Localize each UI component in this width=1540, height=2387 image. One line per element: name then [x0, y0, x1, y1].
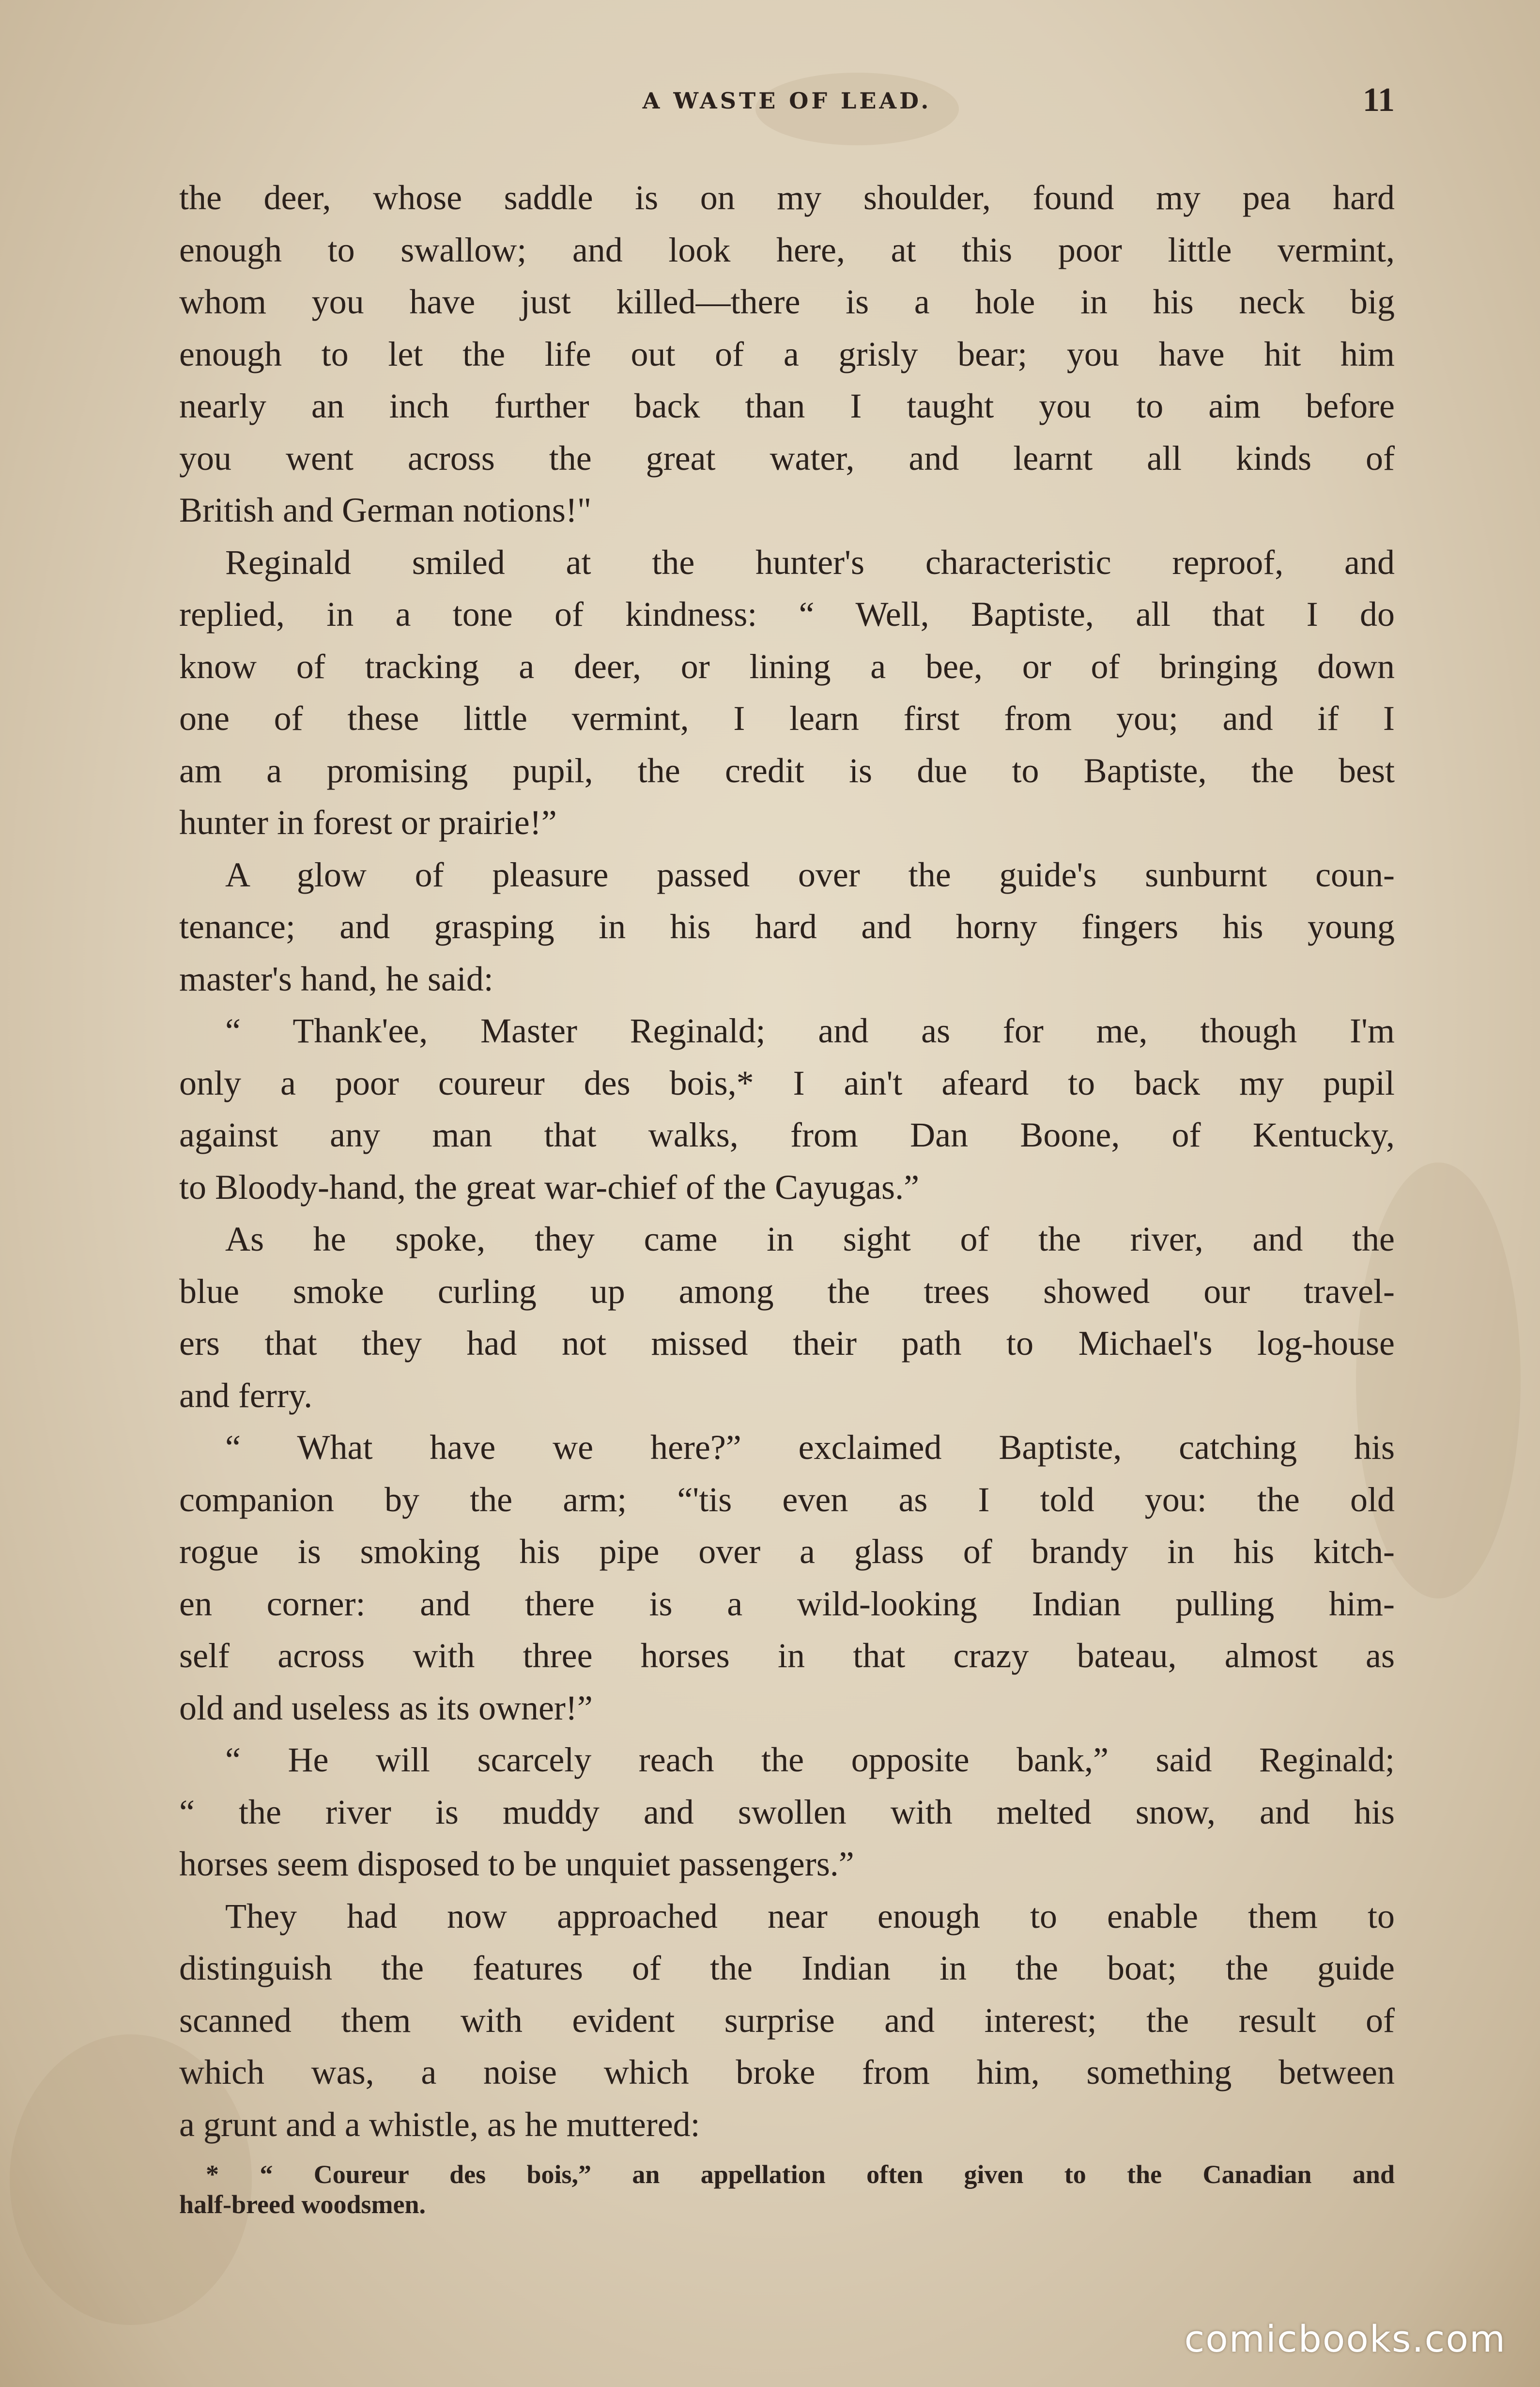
- text-line: “ He will scarcely reach the opposite bank,” said Reginald;: [225, 1740, 1395, 1779]
- text-line: A glow of pleasure passed over the guide's sunburnt coun-: [225, 855, 1395, 894]
- text-line: enough to swallow; and look here, at this poor little vermint,: [179, 230, 1395, 269]
- text-line: know of tracking a deer, or lining a bee, or of bringing down: [179, 647, 1395, 686]
- text-line: against any man that walks, from Dan Boone, of Kentucky,: [179, 1116, 1395, 1154]
- text-line: only a poor coureur des bois,* I ain't afeard to back my pupil: [179, 1063, 1395, 1102]
- footnote: [179, 2159, 1395, 2219]
- text-line: distinguish the features of the Indian in the boat; the guide: [179, 1949, 1395, 1987]
- watermark: comicbooks.com: [1184, 2317, 1506, 2360]
- text-line: master's hand, he said:: [179, 959, 493, 998]
- text-line: you went across the great water, and learnt all kinds of: [179, 438, 1395, 478]
- page-number: 11: [1362, 81, 1395, 119]
- text-line: which was, a noise which broke from him, something between: [179, 2053, 1395, 2092]
- text-line: nearly an inch further back than I taught you to aim before: [179, 387, 1395, 425]
- text-line: tenance; and grasping in his hard and horny fingers his young: [179, 907, 1395, 946]
- running-head: [179, 81, 1395, 135]
- footnote-line: half-breed woodsmen.: [179, 2190, 426, 2219]
- text-line: scanned them with evident surprise and interest; the result of: [179, 2000, 1395, 2040]
- text-line: a grunt and a whistle, as he muttered:: [179, 2105, 700, 2144]
- text-line: “ Thank'ee, Master Reginald; and as for me, though I'm: [225, 1011, 1395, 1050]
- text-line: en corner: and there is a wild-looking Indian pulling him-: [179, 1584, 1395, 1623]
- text-line: “ What have we here?” exclaimed Baptiste, catching his: [225, 1428, 1395, 1467]
- text-line: to Bloody-hand, the great war-chief of the Cayugas.”: [179, 1167, 920, 1207]
- text-line: “ the river is muddy and swollen with melted snow, and his: [179, 1792, 1395, 1831]
- text-line: hunter in forest or prairie!”: [179, 803, 557, 842]
- text-line: self across with three horses in that crazy bateau, almost as: [179, 1636, 1395, 1675]
- text-line: blue smoke curling up among the trees showed our travel-: [179, 1271, 1395, 1311]
- text-line: enough to let the life out of a grisly bear; you have hit him: [179, 334, 1395, 373]
- footnote-line: * “ Coureur des bois,” an appellation often given to the Canadian and: [206, 2160, 1395, 2189]
- text-line: whom you have just killed—there is a hole in his neck big: [179, 282, 1395, 321]
- text-line: replied, in a tone of kindness: “ Well, Baptiste, all that I do: [179, 595, 1395, 634]
- text-line: They had now approached near enough to enable them to: [225, 1896, 1395, 1936]
- text-line: As he spoke, they came in sight of the river, and the: [225, 1220, 1395, 1258]
- text-line: the deer, whose saddle is on my shoulder, found my pea hard: [179, 178, 1395, 217]
- text-line: old and useless as its owner!”: [179, 1688, 593, 1727]
- text-line: British and German notions!": [179, 491, 592, 529]
- text-line: Reginald smiled at the hunter's characteristic reproof, and: [225, 542, 1395, 582]
- body-text: [179, 172, 1395, 2151]
- text-line: companion by the arm; “'tis even as I told you: the old: [179, 1480, 1395, 1519]
- running-title: A WASTE OF LEAD.: [642, 88, 932, 114]
- text-line: am a promising pupil, the credit is due to Baptiste, the best: [179, 751, 1395, 790]
- text-line: horses seem disposed to be unquiet passengers.”: [179, 1844, 854, 1883]
- text-line: one of these little vermint, I learn first from you; and if I: [179, 699, 1395, 738]
- text-line: rogue is smoking his pipe over a glass of brandy in his kitch-: [179, 1532, 1395, 1571]
- text-line: ers that they had not missed their path to Michael's log-house: [179, 1324, 1395, 1363]
- text-line: and ferry.: [179, 1376, 313, 1415]
